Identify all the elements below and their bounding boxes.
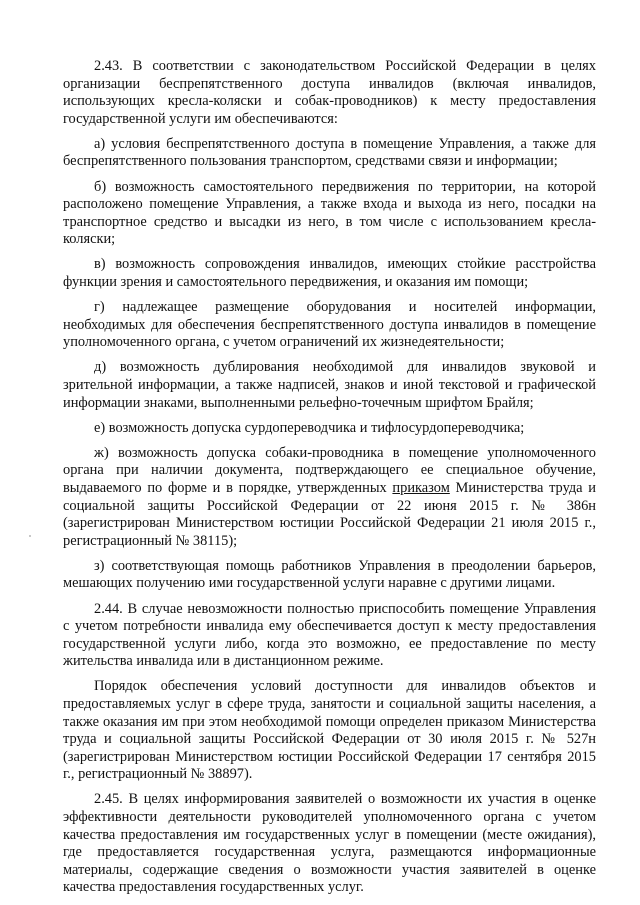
list-item-zh <box>63 445 596 551</box>
list-item-zh-text-end: Министерства труда и социальной защиты Российской Федерации от 22 июня 2015 г. № 386н (зарегистрирован Министерством юстиции Российской Федерации 21 июля 2015 г., регистрационный № 38115); <box>63 479 596 549</box>
list-item-zh-text-start: ж) возможность допуска собаки-проводника в помещение уполномоченного органа при наличии документа, подтверждающего ее специальное обучение, выдаваемого по форме и в порядке, утвержденных <box>63 444 596 496</box>
order-link[interactable]: приказом <box>392 479 450 496</box>
list-item-v: в) возможность сопровождения инвалидов, имеющих стойкие расстройства функции зрения и самостоятельного передвижения, и оказания им помощи; <box>63 256 596 291</box>
list-item-b: б) возможность самостоятельного передвижения по территории, на которой расположено помещение Управления, а также входа и выхода из него, посадки на транспортное средство и высадки из него, в том числе с использованием кресла-коляски; <box>63 178 596 248</box>
list-item-z: з) соответствующая помощь работников Управления в преодолении барьеров, мешающих получению ими государственной услуги наравне с другими лицами. <box>63 557 596 592</box>
list-item-d: д) возможность дублирования необходимой для инвалидов звуковой и зрительной информации, а также надписей, знаков и иной текстовой и графической информации знаками, выполненными рельефно-точечным шрифтом Брайля; <box>63 359 596 411</box>
paragraph-2-44: 2.44. В случае невозможности полностью приспособить помещение Управления с учетом потребности инвалида ему обеспечивается доступ к месту предоставления государственной услуги либо, когда это возможно, ее предоставление по месту жительства инвалида или в дистанционном режиме. <box>63 600 596 670</box>
paragraph-2-43: 2.43. В соответствии с законодательством Российской Федерации в целях организации беспрепятственного доступа инвалидов (включая инвалидов, использующих кресла-коляски и собак-проводников) к месту предоставления государственной услуги им обеспечиваются: <box>63 58 596 127</box>
list-item-e: е) возможность допуска сурдопереводчика и тифлосурдопереводчика; <box>94 419 525 436</box>
paragraph-2-45: 2.45. В целях информирования заявителей о возможности их участия в оценке эффективности деятельности руководителей уполномоченного органа с учетом качества предоставления им государственных услуг в помещении (месте ожидания), где предоставляется государственная услуга, размещаются информационные материалы, содержащие сведения о возможности участия заявителей в оценке качества предоставления государственных услуг. <box>63 791 596 896</box>
list-item-g: г) надлежащее размещение оборудования и носителей информации, необходимых для обеспечения беспрепятственного доступа инвалидов в помещение уполномоченного органа, с учетом ограничений их жизнедеятельности; <box>63 299 596 351</box>
list-item-a: а) условия беспрепятственного доступа в помещение Управления, а также для беспрепятственного пользования транспортом, средствами связи и информации; <box>63 135 596 170</box>
scan-speck <box>29 535 31 537</box>
paragraph-order: Порядок обеспечения условий доступности для инвалидов объектов и предоставляемых услуг в сфере труда, занятости и социальной защиты населения, а также оказания им при этом необходимой помощи определен приказом Министерства труда и социальной защиты Российской Федерации от 30 июля 2015 г. № 527н (зарегистрирован Министерством юстиции Российской Федерации 17 сентября 2015 г., регистрационный № 38897). <box>63 678 596 783</box>
document-body <box>63 58 596 905</box>
